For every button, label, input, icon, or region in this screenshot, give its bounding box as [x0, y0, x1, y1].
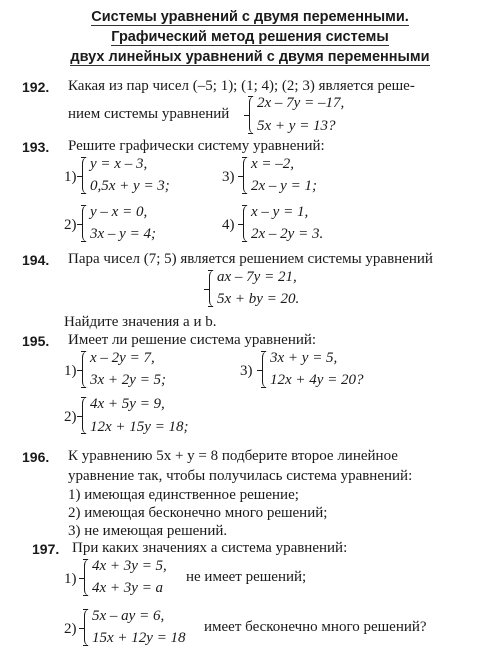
equation: 5x + y = 13?	[257, 118, 336, 134]
item-label: 4)	[222, 217, 235, 233]
equation: x – y = 1,	[251, 204, 309, 220]
equation: 2x – 2y = 3.	[251, 226, 324, 242]
equation: 2x – y = 1;	[251, 178, 317, 194]
problem-number-193: 193.	[22, 139, 50, 155]
brace-point	[77, 224, 82, 225]
brace-point	[79, 628, 84, 629]
system-brace	[262, 351, 269, 388]
brace-point	[238, 224, 243, 225]
item-label: 2)	[64, 409, 77, 425]
brace-point	[77, 370, 82, 371]
equation: x = –2,	[251, 156, 295, 172]
problem-196-option: 1) имеющая единственное решение;	[68, 487, 299, 503]
item-note: имеет бесконечно много решений?	[204, 619, 427, 635]
item-label: 3)	[240, 363, 253, 379]
problem-193-intro: Решите графически систему уравнений:	[68, 138, 325, 154]
problem-194-text-line1: Пара чисел (7; 5) является решением системы уравнений	[68, 251, 433, 267]
section-title-line2: Графический метод решения системы	[111, 29, 389, 45]
equation: ax – 7y = 21,	[217, 269, 297, 285]
equation: 3x + 2y = 5;	[90, 372, 167, 388]
brace-point	[257, 370, 262, 371]
section-title-line1: Системы уравнений с двумя переменными.	[91, 9, 409, 25]
system-brace	[209, 270, 216, 307]
system-brace	[243, 205, 250, 242]
problem-192-text-line1: Какая из пар чисел (–5; 1); (1; 4); (2; 3) является реше-	[68, 78, 415, 94]
item-label: 1)	[64, 169, 77, 185]
equation: 12x + 4y = 20?	[270, 372, 364, 388]
item-label: 2)	[64, 621, 77, 637]
brace-point	[244, 115, 249, 116]
problem-number-195: 195.	[22, 333, 50, 349]
equation: 3x – y = 4;	[90, 226, 156, 242]
system-brace	[84, 609, 91, 646]
brace-point	[79, 578, 84, 579]
equation: 4x + 3y = a	[92, 580, 164, 596]
equation: 0,5x + y = 3;	[90, 178, 170, 194]
equation: 15x + 12y = 18	[92, 630, 186, 646]
problem-number-197: 197.	[32, 541, 60, 557]
equation: 4x + 3y = 5,	[92, 558, 167, 574]
section-title-line3: двух линейных уравнений с двумя переменными	[70, 49, 430, 65]
equation: x – 2y = 7,	[90, 350, 155, 366]
problem-194-text-line2: Найдите значения a и b.	[64, 314, 217, 330]
equation: y – x = 0,	[90, 204, 148, 220]
problem-196-option: 2) имеющая бесконечно много решений;	[68, 505, 328, 521]
problem-196-option: 3) не имеющая решений.	[68, 523, 228, 539]
problem-192-text-line2: нием системы уравнений	[68, 106, 230, 122]
brace-point	[204, 289, 209, 290]
problem-195-intro: Имеет ли решение система уравнений:	[68, 332, 317, 348]
item-label: 3)	[222, 169, 235, 185]
problem-196-text-line2: уравнение так, чтобы получилась система уравнений:	[68, 468, 413, 484]
item-label: 1)	[64, 571, 77, 587]
brace-point	[77, 416, 82, 417]
item-note: не имеет решений;	[186, 569, 307, 585]
equation: 12x + 15y = 18;	[90, 419, 189, 435]
system-brace	[84, 559, 91, 596]
problem-number-192: 192.	[22, 79, 50, 95]
system-brace	[82, 157, 89, 194]
equation: 5x – ay = 6,	[92, 608, 165, 624]
problem-196-text-line1: К уравнению 5x + y = 8 подберите второе линейное	[68, 448, 398, 464]
problem-197-intro: При каких значениях a система уравнений:	[72, 540, 348, 556]
system-brace	[82, 205, 89, 242]
equation: 5x + by = 20.	[217, 291, 300, 307]
item-label: 1)	[64, 363, 77, 379]
brace-point	[238, 176, 243, 177]
equation: 4x + 5y = 9,	[90, 396, 165, 412]
equation: 2x – 7y = –17,	[257, 95, 345, 111]
system-brace	[243, 157, 250, 194]
problem-number-194: 194.	[22, 252, 50, 268]
brace-point	[77, 176, 82, 177]
equation: 3x + y = 5,	[270, 350, 338, 366]
system-brace	[249, 96, 256, 134]
system-brace	[82, 351, 89, 388]
problem-number-196: 196.	[22, 449, 50, 465]
equation: y = x – 3,	[90, 156, 148, 172]
system-brace	[82, 397, 89, 434]
item-label: 2)	[64, 217, 77, 233]
